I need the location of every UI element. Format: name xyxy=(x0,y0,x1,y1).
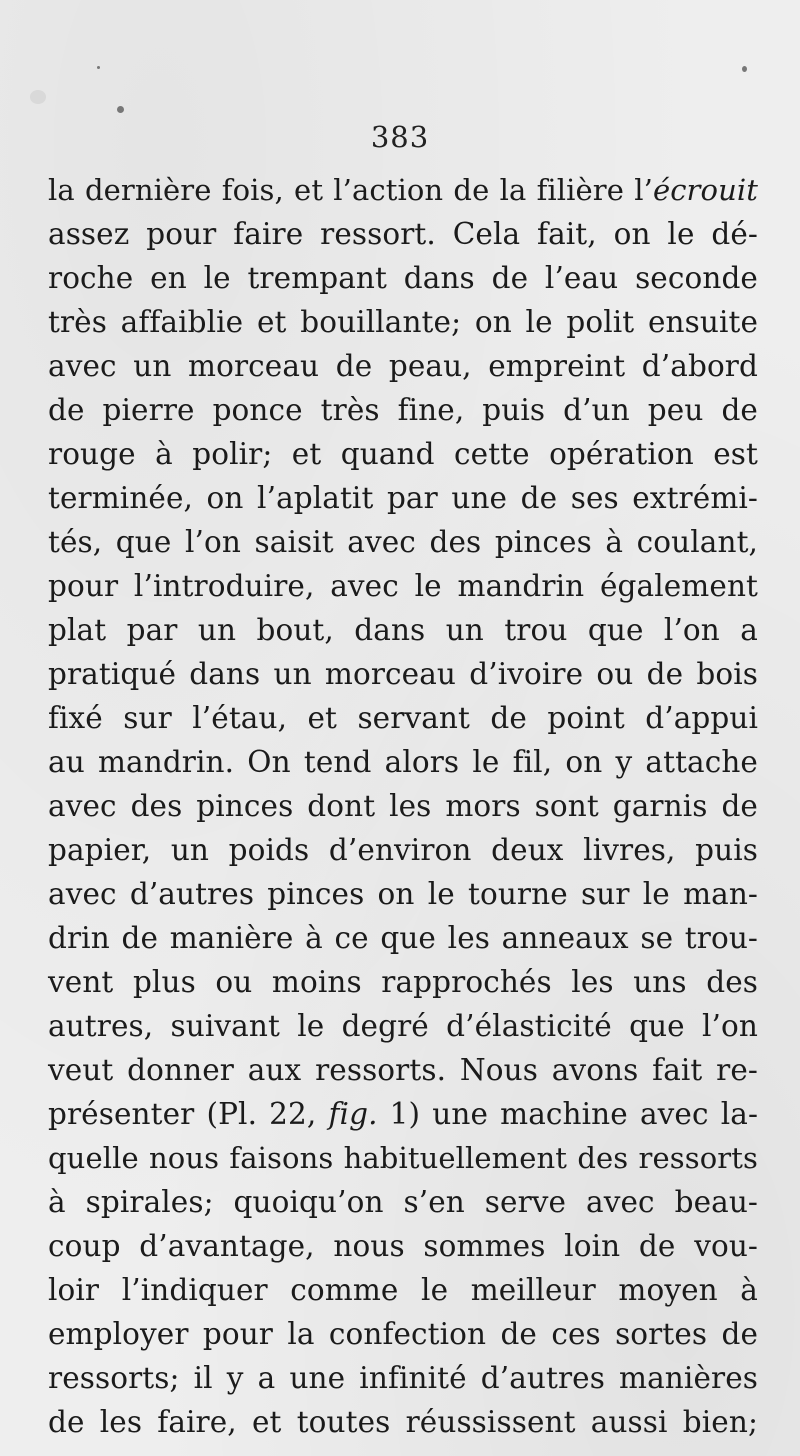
text-line xyxy=(48,520,758,564)
text-segment: au mandrin. On tend alors le fil, on y attache xyxy=(48,745,758,779)
text-line xyxy=(48,212,758,256)
text-segment: employer pour la confection de ces sortes de xyxy=(48,1317,758,1351)
text-line xyxy=(48,168,758,212)
text-segment: présenter (Pl. 22, xyxy=(48,1097,329,1131)
paper-speck xyxy=(742,66,747,72)
text-segment: drin de manière à ce que les anneaux se trou- xyxy=(48,921,758,955)
text-line xyxy=(48,256,758,300)
text-segment: de pierre ponce très fine, puis d’un peu de xyxy=(48,393,758,427)
text-segment: 1) une machine avec la- xyxy=(377,1097,759,1131)
text-line xyxy=(48,872,758,916)
page-number: 383 xyxy=(370,120,430,154)
text-line xyxy=(48,388,758,432)
text-line xyxy=(48,476,758,520)
text-segment: vent plus ou moins rapprochés les uns des xyxy=(48,965,758,999)
italic-text: écrouit xyxy=(652,173,758,207)
text-line xyxy=(48,1180,758,1224)
text-segment: très affaiblie et bouillante; on le polit ensuite xyxy=(48,305,758,339)
text-segment: tés, que l’on saisit avec des pinces à coulant, xyxy=(48,525,758,559)
text-line xyxy=(48,740,758,784)
text-segment: rouge à polir; et quand cette opération est xyxy=(48,437,758,471)
paper-speck xyxy=(97,66,100,69)
text-line xyxy=(48,1092,758,1136)
text-line xyxy=(48,564,758,608)
text-segment: roche en le trempant dans de l’eau seconde xyxy=(48,261,758,295)
text-line xyxy=(48,916,758,960)
italic-text: fig. xyxy=(328,1097,378,1131)
text-segment: pour l’introduire, avec le mandrin également xyxy=(48,569,758,603)
text-segment: plat par un bout, dans un trou que l’on a xyxy=(48,613,758,647)
text-segment: terminée, on l’aplatit par une de ses extrémi- xyxy=(48,481,758,515)
text-line xyxy=(48,1224,758,1268)
text-segment: avec des pinces dont les mors sont garnis de xyxy=(48,789,758,823)
text-line xyxy=(48,344,758,388)
text-line xyxy=(48,1312,758,1356)
text-line xyxy=(48,1136,758,1180)
text-segment: fixé sur l’étau, et servant de point d’appui xyxy=(48,701,758,735)
text-line xyxy=(48,432,758,476)
text-segment: la dernière fois, et l’action de la filière l’ xyxy=(48,173,653,207)
text-segment: autres, suivant le degré d’élasticité que l’on xyxy=(48,1009,758,1043)
text-line xyxy=(48,784,758,828)
text-line xyxy=(48,300,758,344)
text-segment: ressorts; il y a une infinité d’autres manières xyxy=(48,1361,758,1395)
text-segment: avec un morceau de peau, empreint d’abord xyxy=(48,349,758,383)
text-line xyxy=(48,828,758,872)
text-segment: papier, un poids d’environ deux livres, puis xyxy=(48,833,758,867)
text-segment: de les faire, et toutes réussissent aussi bien; xyxy=(48,1405,758,1439)
text-line xyxy=(48,1356,758,1400)
text-line xyxy=(48,1004,758,1048)
text-segment: coup d’avantage, nous sommes loin de vou- xyxy=(48,1229,758,1263)
text-line xyxy=(48,696,758,740)
text-line xyxy=(48,1268,758,1312)
text-segment: pratiqué dans un morceau d’ivoire ou de bois xyxy=(48,657,758,691)
text-line xyxy=(48,608,758,652)
text-line xyxy=(48,1048,758,1092)
text-segment: assez pour faire ressort. Cela fait, on le dé- xyxy=(48,217,758,251)
paper-speck xyxy=(30,90,46,104)
text-line xyxy=(48,652,758,696)
text-segment: veut donner aux ressorts. Nous avons fait re- xyxy=(48,1053,758,1087)
text-segment: loir l’indiquer comme le meilleur moyen à xyxy=(48,1273,758,1307)
text-line xyxy=(48,1400,758,1444)
body-text xyxy=(48,168,758,1444)
text-line xyxy=(48,960,758,1004)
paper-speck xyxy=(117,106,124,113)
text-segment: avec d’autres pinces on le tourne sur le man- xyxy=(48,877,758,911)
text-segment: à spirales; quoiqu’on s’en serve avec beau- xyxy=(48,1185,758,1219)
text-segment: quelle nous faisons habituellement des ressorts xyxy=(48,1141,758,1175)
